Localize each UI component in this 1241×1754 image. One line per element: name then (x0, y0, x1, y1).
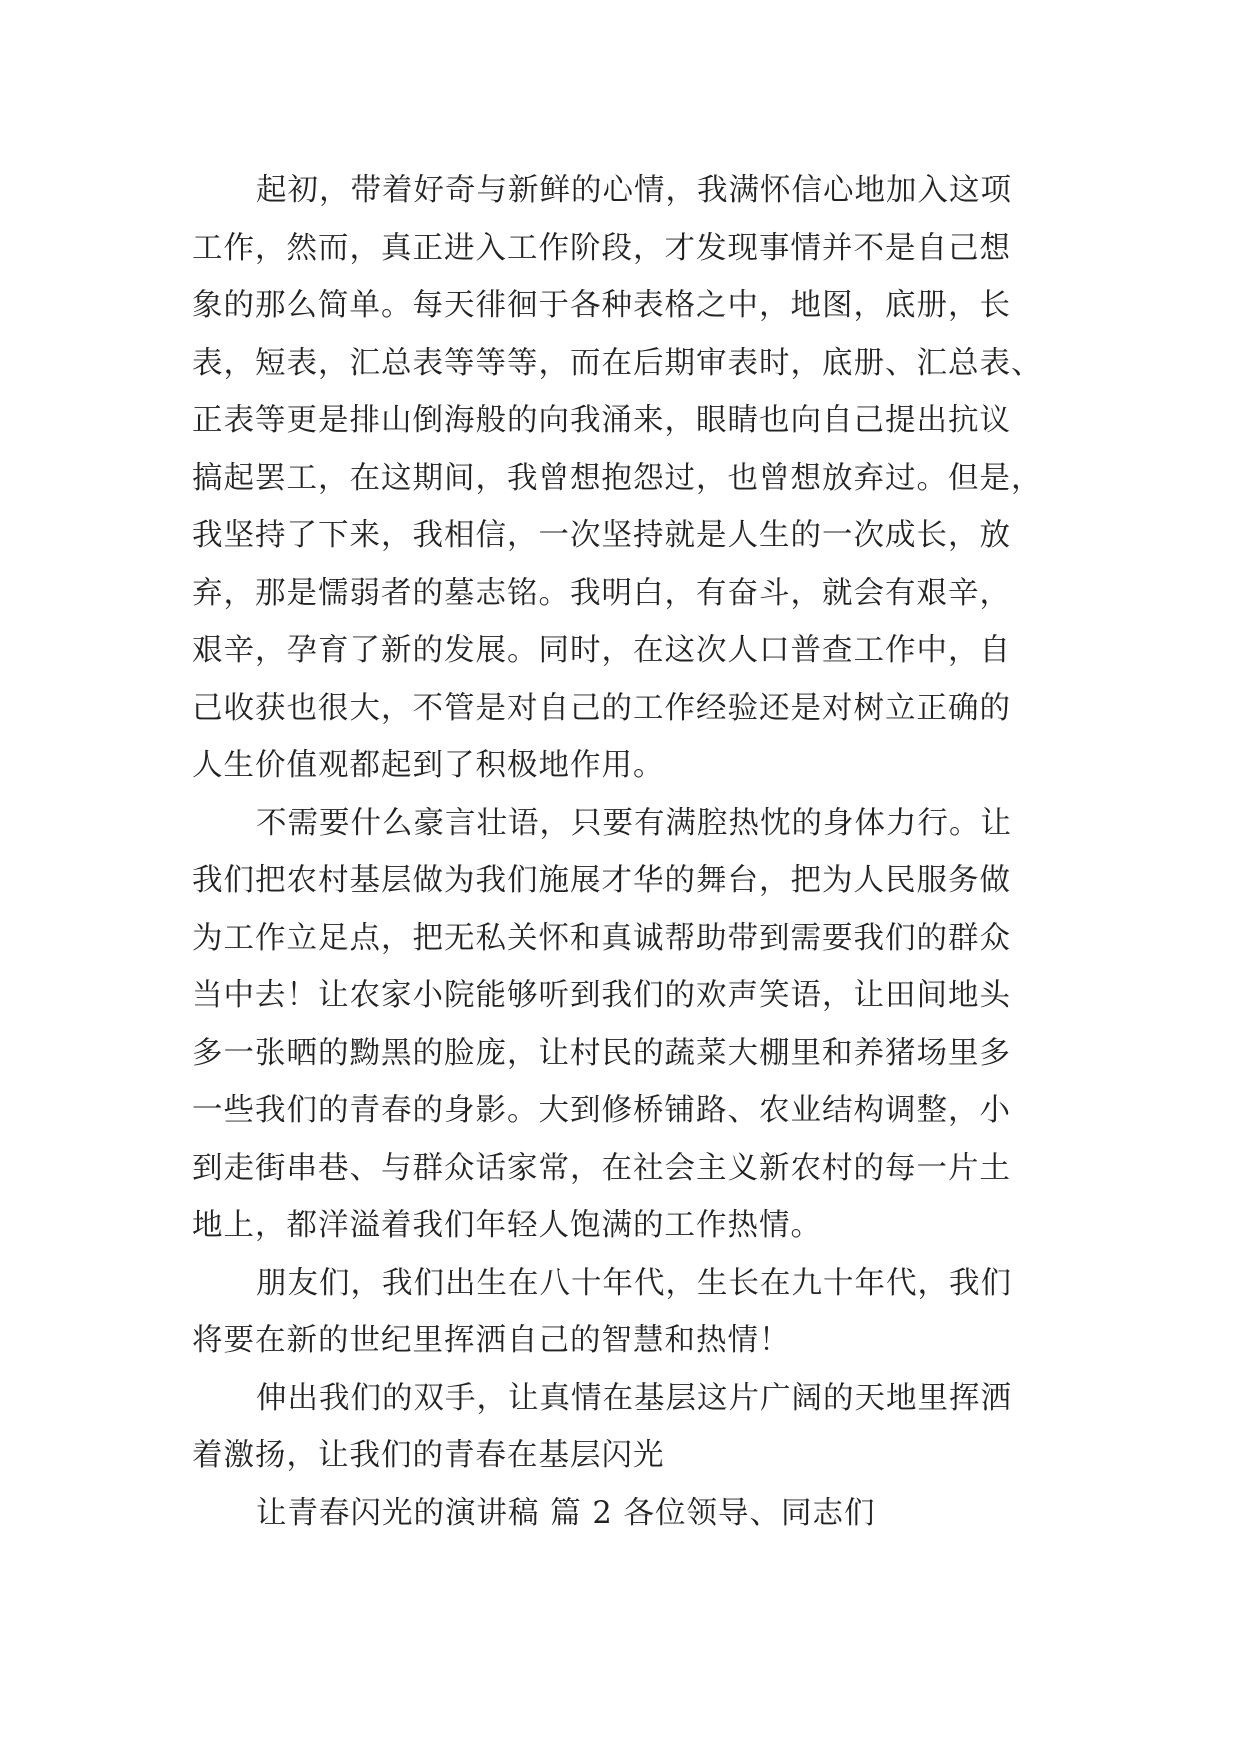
section-heading: 让青春闪光的演讲稿 篇 2 各位领导、同志们 (256, 1495, 876, 1531)
paragraph-line: 弃，那是懦弱者的墓志铭。我明白，有奋斗，就会有艰辛， (192, 575, 1011, 611)
document-body (192, 162, 1072, 1542)
paragraph-line: 表，短表，汇总表等等等，而在后期审表时，底册、汇总表、 (192, 345, 1043, 381)
paragraph-line: 多一张晒的黝黑的脸庞，让村民的蔬菜大棚里和养猪场里多 (192, 1035, 1011, 1071)
paragraph-line: 地上，都洋溢着我们年轻人饱满的工作热情。 (192, 1208, 822, 1243)
paragraph-line: 己收获也很大，不管是对自己的工作经验还是对树立正确的 (192, 690, 1011, 726)
paragraph-line: 一些我们的青春的身影。大到修桥铺路、农业结构调整，小 (192, 1093, 1011, 1128)
paragraph-line: 起初，带着好奇与新鲜的心情，我满怀信心地加入这项 (256, 173, 1012, 208)
paragraph-line: 为工作立足点，把无私关怀和真诚帮助带到需要我们的群众 (192, 920, 1011, 956)
paragraph-line: 我坚持了下来，我相信，一次坚持就是人生的一次成长，放 (192, 518, 1011, 553)
paragraph-line: 象的那么简单。每天徘徊于各种表格之中，地图，底册，长 (192, 288, 1011, 323)
paragraph-line: 伸出我们的双手，让真情在基层这片广阔的天地里挥洒 (256, 1380, 1012, 1416)
paragraph-line: 到走街串巷、与群众话家常，在社会主义新农村的每一片土 (192, 1150, 1011, 1186)
paragraph-line: 搞起罢工，在这期间，我曾想抱怨过，也曾想放弃过。但是， (192, 460, 1043, 496)
paragraph-line: 人生价值观都起到了积极地作用。 (192, 748, 665, 783)
paragraph-line: 艰辛，孕育了新的发展。同时，在这次人口普查工作中，自 (192, 633, 1011, 668)
paragraph-line: 正表等更是排山倒海般的向我涌来，眼睛也向自己提出抗议 (192, 403, 1011, 438)
paragraph-line: 着激扬，让我们的青春在基层闪光 (192, 1438, 665, 1473)
paragraph-line: 工作，然而，真正进入工作阶段，才发现事情并不是自己想 (192, 230, 1011, 266)
paragraph-line: 当中去！让农家小院能够听到我们的欢声笑语，让田间地头 (192, 978, 1011, 1013)
paragraph-line: 朋友们，我们出生在八十年代，生长在九十年代，我们 (256, 1265, 1012, 1301)
paragraph-line: 我们把农村基层做为我们施展才华的舞台，把为人民服务做 (192, 863, 1011, 898)
paragraph-line: 不需要什么豪言壮语，只要有满腔热忱的身体力行。让 (256, 805, 1012, 841)
paragraph-line: 将要在新的世纪里挥洒自己的智慧和热情！ (192, 1323, 791, 1358)
